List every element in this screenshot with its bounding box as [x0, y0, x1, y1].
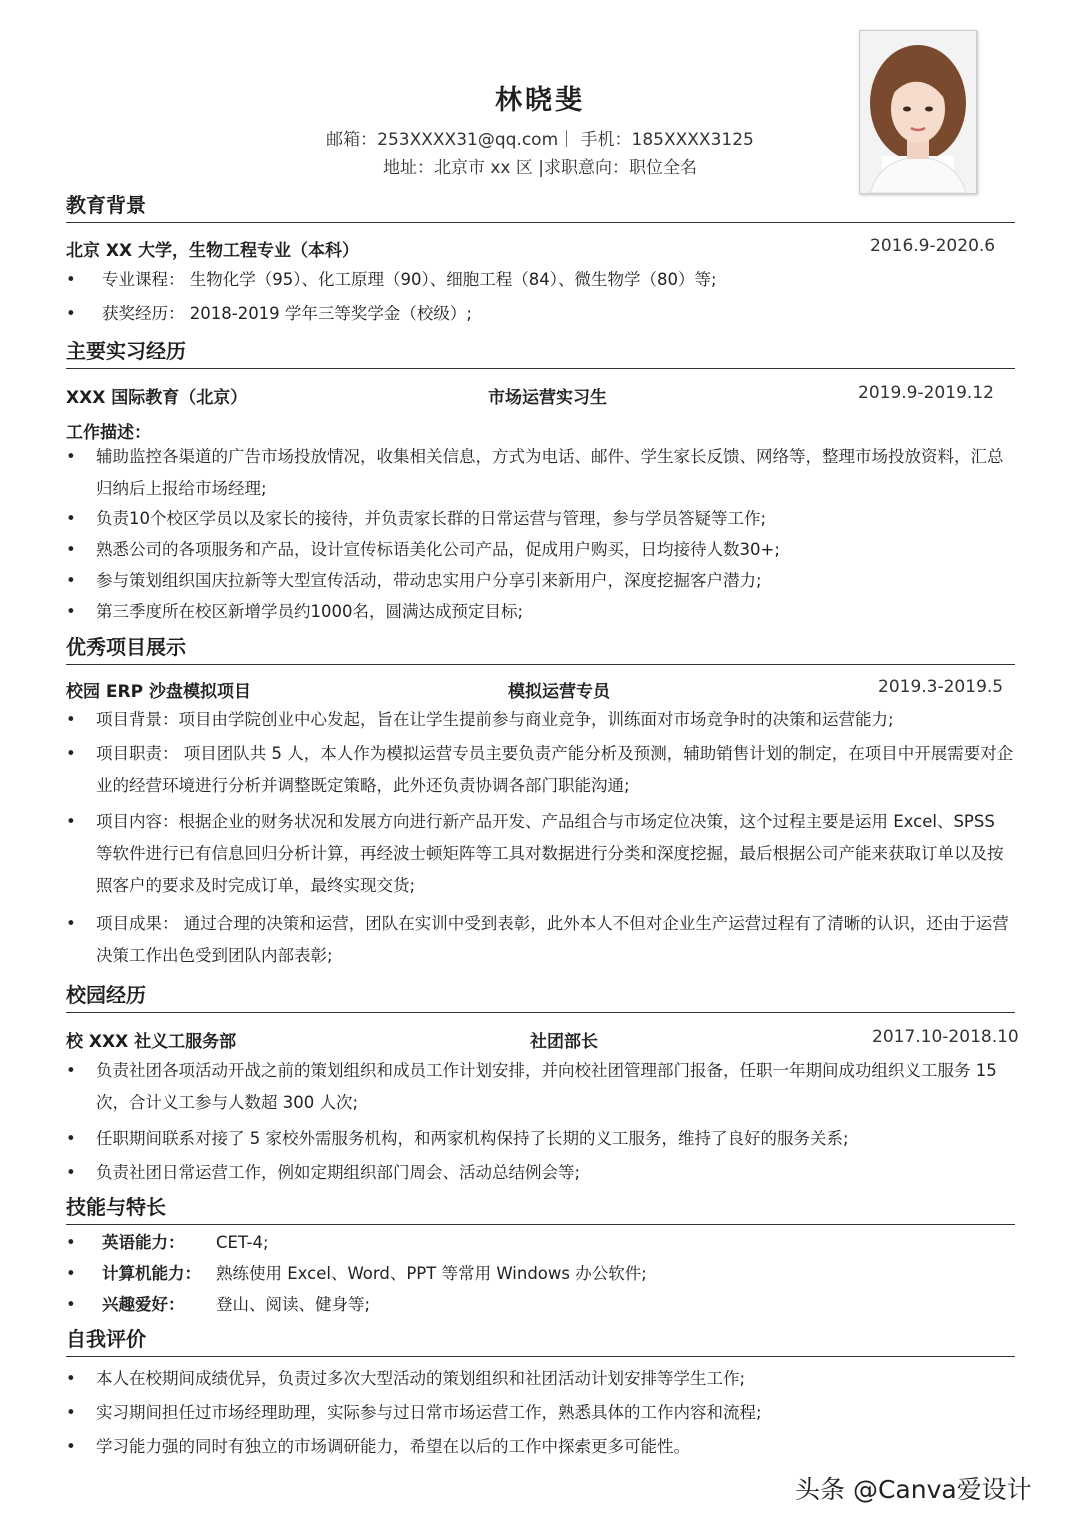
section-title-projects: 优秀项目展示 — [66, 636, 1015, 665]
work-description-label: 工作描述： — [66, 423, 151, 443]
internship-role: 市场运营实习生 — [488, 388, 607, 408]
list-item-text: 项目内容：根据企业的财务状况和发展方向进行新产品开发、产品组合与市场定位决策，这个过程主要是运用 Excel、SPSS 等软件进行已有信息回归分析计算，再经波士顿矩阵等工具对数据进行分类和深度挖掘，最后根据公司产能来获取订单以及按照客户的要求及时完成订单，最终实现交货; — [96, 812, 1004, 895]
watermark: 头条 @Canva爱设计 — [795, 1475, 1032, 1504]
campus-role: 社团部长 — [530, 1032, 598, 1052]
bullet: • — [66, 1403, 76, 1422]
bullet: • — [66, 571, 76, 590]
section-title-education: 教育背景 — [66, 194, 1015, 223]
bullet: • — [66, 602, 76, 621]
bullet: • — [66, 447, 76, 466]
bullet: • — [66, 744, 76, 763]
skill-key: 英语能力： — [102, 1233, 185, 1252]
skill-key: 计算机能力： — [102, 1264, 201, 1283]
profile-photo — [859, 30, 977, 194]
section-title-skills: 技能与特长 — [66, 1196, 1015, 1225]
bullet: • — [66, 1129, 76, 1148]
section-title-self-eval: 自我评价 — [66, 1328, 1015, 1357]
bullet: • — [66, 509, 76, 528]
bullet: • — [66, 270, 76, 289]
skill-value: 熟练使用 Excel、Word、PPT 等常用 Windows 办公软件; — [216, 1264, 647, 1283]
project-role: 模拟运营专员 — [508, 682, 610, 702]
education-date: 2016.9-2020.6 — [870, 236, 996, 256]
bullet: • — [66, 304, 76, 323]
bullet: • — [66, 1163, 76, 1182]
bullet: • — [66, 540, 76, 559]
list-item-text: 实习期间担任过市场经理助理，实际参与过日常市场运营工作，熟悉具体的工作内容和流程; — [96, 1403, 762, 1422]
internship-company: XXX 国际教育（北京） — [66, 388, 248, 408]
education-school: 北京 XX 大学，生物工程专业（本科） — [66, 241, 360, 261]
list-item-text: 本人在校期间成绩优异，负责过多次大型活动的策划组织和社团活动计划安排等学生工作; — [96, 1369, 746, 1388]
section-title-internship: 主要实习经历 — [66, 340, 1015, 369]
bullet: • — [66, 1369, 76, 1388]
bullet: • — [66, 1061, 76, 1080]
contact-line-2: 地址：北京市 xx 区 |求职意向：职位全名 — [382, 158, 698, 178]
contact-line-1: 邮箱：253XXXX31@qq.com｜ 手机：185XXXX3125 — [326, 130, 754, 150]
bullet: • — [66, 914, 76, 933]
list-item-text: 任职期间联系对接了 5 家校外需服务机构，和两家机构保持了长期的义工服务，维持了良好的服务关系; — [96, 1129, 849, 1148]
skill-value: CET-4; — [216, 1233, 269, 1252]
bullet: • — [66, 1295, 76, 1314]
list-item-text: 项目职责： 项目团队共 5 人，本人作为模拟运营专员主要负责产能分析及预测，辅助销售计划的制定，在项目中开展需要对企业的经营环境进行分析并调整既定策略，此外还负责协调各部门职能沟通; — [96, 744, 1014, 795]
list-item-text: 获奖经历： 2018-2019 学年三等奖学金（校级）; — [102, 304, 472, 323]
list-item-text: 辅助监控各渠道的广告市场投放情况，收集相关信息，方式为电话、邮件、学生家长反馈、网络等，整理市场投放资料，汇总归纳后上报给市场经理; — [96, 447, 1004, 498]
project-name: 校园 ERP 沙盘模拟项目 — [66, 682, 251, 702]
list-item-text: 负责10个校区学员以及家长的接待，并负责家长群的日常运营与管理，参与学员答疑等工作; — [96, 509, 767, 528]
resume-name: 林晓斐 — [495, 85, 585, 116]
bullet: • — [66, 1233, 76, 1252]
bullet: • — [66, 710, 76, 729]
skill-value: 登山、阅读、健身等; — [216, 1295, 371, 1314]
list-item-text: 项目成果： 通过合理的决策和运营，团队在实训中受到表彰，此外本人不但对企业生产运营过程有了清晰的认识，还由于运营决策工作出色受到团队内部表彰; — [96, 914, 1009, 965]
internship-date: 2019.9-2019.12 — [858, 383, 994, 403]
bullet: • — [66, 1264, 76, 1283]
bullet: • — [66, 812, 76, 831]
list-item-text: 负责社团各项活动开战之前的策划组织和成员工作计划安排，并向校社团管理部门报备，任职一年期间成功组织义工服务 15 次，合计义工参与人数超 300 人次; — [96, 1061, 997, 1112]
skill-key: 兴趣爱好： — [102, 1295, 185, 1314]
list-item-text: 熟悉公司的各项服务和产品，设计宣传标语美化公司产品，促成用户购买，日均接待人数30+; — [96, 540, 780, 559]
section-title-campus: 校园经历 — [66, 984, 1015, 1013]
list-item-text: 负责社团日常运营工作，例如定期组织部门周会、活动总结例会等; — [96, 1163, 581, 1182]
list-item-text: 学习能力强的同时有独立的市场调研能力，希望在以后的工作中探索更多可能性。 — [96, 1437, 690, 1456]
campus-org: 校 XXX 社义工服务部 — [66, 1032, 237, 1052]
list-item-text: 参与策划组织国庆拉新等大型宣传活动，带动忠实用户分享引来新用户，深度挖掘客户潜力; — [96, 571, 762, 590]
list-item-text: 专业课程： 生物化学（95）、化工原理（90）、细胞工程（84）、微生物学（80）等; — [102, 270, 717, 289]
campus-date: 2017.10-2018.10 — [872, 1027, 1019, 1047]
project-date: 2019.3-2019.5 — [878, 677, 1004, 697]
list-item-text: 项目背景：项目由学院创业中心发起，旨在让学生提前参与商业竞争，训练面对市场竞争时的决策和运营能力; — [96, 710, 894, 729]
bullet: • — [66, 1437, 76, 1456]
list-item-text: 第三季度所在校区新增学员约1000名，圆满达成预定目标; — [96, 602, 524, 621]
